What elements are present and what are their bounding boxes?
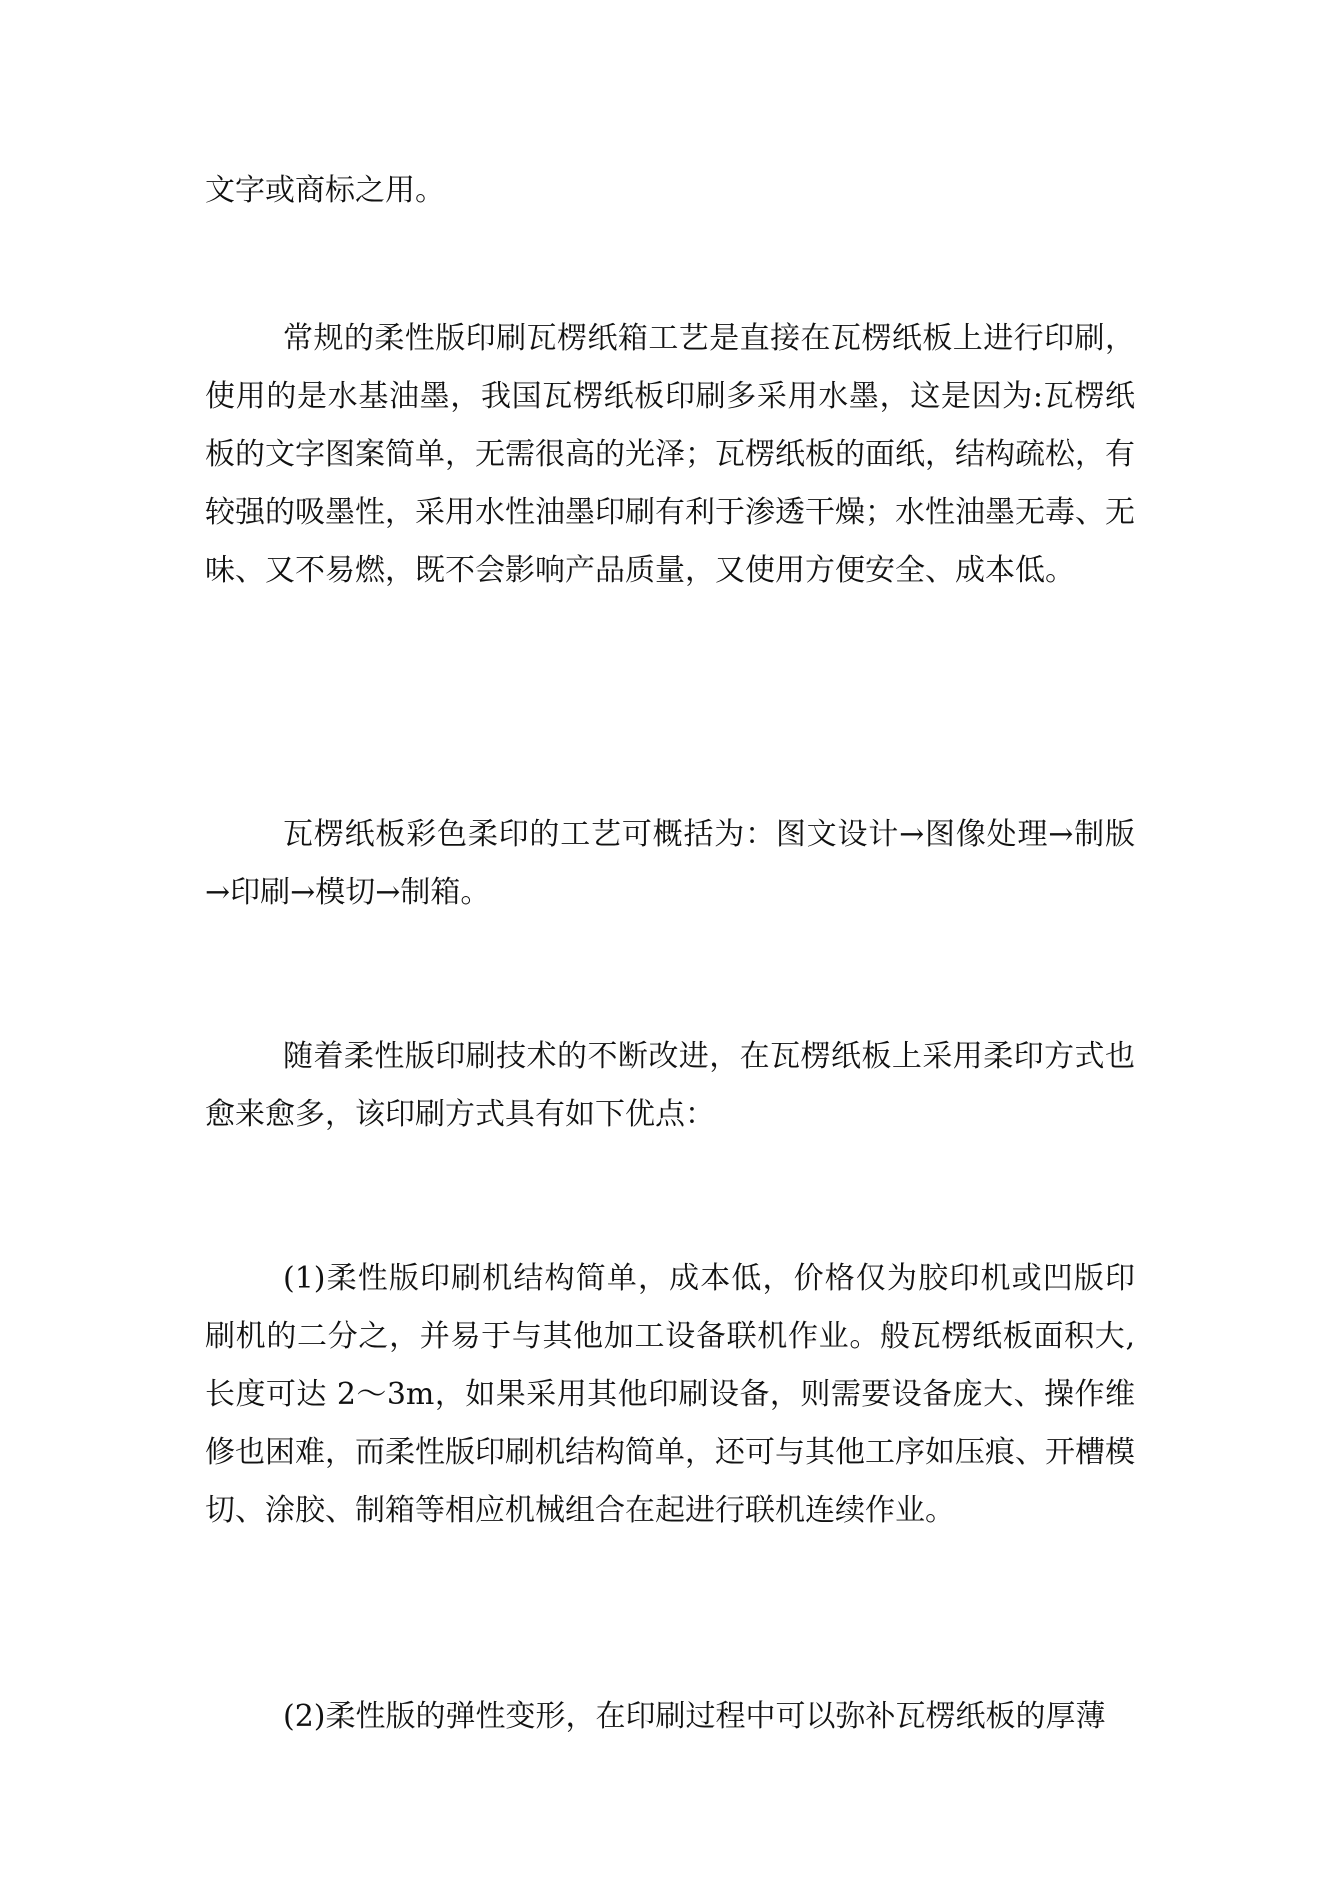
paragraph-flexo-process: 常规的柔性版印刷瓦楞纸箱工艺是直接在瓦楞纸板上进行印刷，使用的是水基油墨，我国瓦楞纸板印刷多采用水墨，这是因为:瓦楞纸板的文字图案简单，无需很高的光泽；瓦楞纸板的面纸，结构疏松，有较强的吸墨性，采用水性油墨印刷有利于渗透干燥；水性油墨无毒、无味、又不易燃，既不会影响产品质量，又使用方便安全、成本低。	[205, 321, 1135, 588]
paragraph-continuation: 文字或商标之用。	[205, 173, 445, 208]
paragraph-advantage-1: (1)柔性版印刷机结构简单，成本低，价格仅为胶印机或凹版印刷机的二分之，并易于与其他加工设备联机作业。般瓦楞纸板面积大,长度可达 2～3m，如果采用其他印刷设备，则需要设备庞大、操作维修也困难，而柔性版印刷机结构简单，还可与其他工序如压痕、开槽模切、涂胶、制箱等相应机械组合在起进行联机连续作业。	[205, 1261, 1135, 1528]
paragraph-flexo-advantages-intro: 随着柔性版印刷技术的不断改进，在瓦楞纸板上采用柔印方式也愈来愈多，该印刷方式具有如下优点：	[205, 1039, 1135, 1132]
paragraph-color-flexo-workflow: 瓦楞纸板彩色柔印的工艺可概括为：图文设计→图像处理→制版→印刷→模切→制箱。	[205, 817, 1135, 910]
paragraph-advantage-2: (2)柔性版的弹性变形，在印刷过程中可以弥补瓦楞纸板的厚薄	[283, 1699, 1106, 1734]
